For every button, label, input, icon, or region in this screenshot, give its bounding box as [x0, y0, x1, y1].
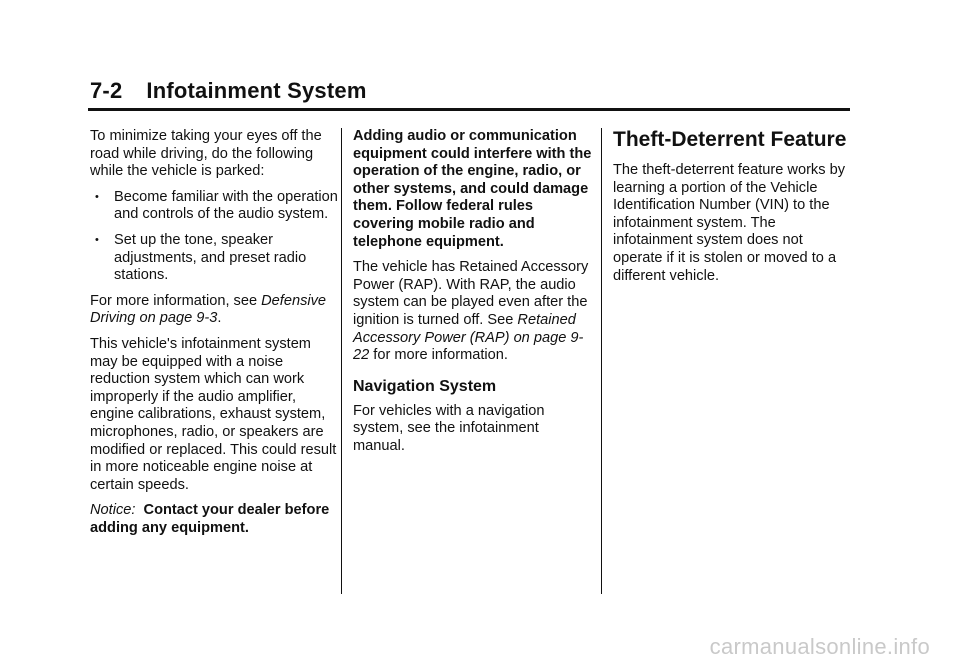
- header-rule: [88, 108, 850, 111]
- rap-text: The vehicle has Retained Accessory Power (RAP). With RAP, the audio system can be played even after the ignition is turned off. See: [353, 259, 589, 328]
- rap-link[interactable]: Retained Accessory Power (RAP) on page 9-22: [353, 311, 584, 364]
- page-title: [88, 78, 850, 104]
- page-number: 7-2: [90, 78, 123, 103]
- list-item: [90, 189, 338, 224]
- warning-paragraph: Adding audio or communication equipment could interfere with the operation of the engine, radio, or other systems, and could damage them. Follow federal rules covering mobile radio and telephone equipment.: [353, 128, 592, 250]
- column-middle: [353, 128, 593, 464]
- page-header: [88, 78, 850, 111]
- theft-deterrent-paragraph: The theft-deterrent feature works by learning a portion of the Vehicle Identification Number (VIN) to the infotainment system. The infotainment system does not operate if it is stolen or moved to a different vehicle.: [613, 162, 845, 284]
- defensive-driving-link[interactable]: Defensive Driving on page 9-3: [90, 292, 327, 327]
- column-divider-2: [601, 128, 602, 594]
- bullet-icon: •: [95, 233, 99, 246]
- intro-paragraph: To minimize taking your eyes off the road while driving, do the following while the vehicle is parked:: [90, 128, 322, 180]
- list-item: [90, 232, 338, 285]
- more-info-paragraph: [90, 293, 338, 328]
- notice-paragraph: [90, 502, 338, 537]
- section-title: Infotainment System: [146, 78, 367, 103]
- rap-suffix: for more information.: [369, 347, 508, 364]
- column-divider-1: [341, 128, 342, 594]
- bullet-list: [90, 189, 338, 285]
- bullet-text: Become familiar with the operation and controls of the audio system.: [114, 188, 338, 223]
- navigation-heading: Navigation System: [353, 377, 497, 395]
- more-info-suffix: .: [217, 310, 222, 327]
- notice-text: Contact your dealer before adding any equipment.: [90, 502, 330, 536]
- theft-deterrent-heading: Theft-Deterrent Feature: [613, 128, 847, 151]
- bullet-icon: •: [95, 190, 99, 203]
- noise-paragraph: This vehicle's infotainment system may be equipped with a noise reduction system which can work improperly if the audio amplifier, engine calibrations, exhaust system, microphones, radio, or speakers are modified or replaced. This could result in more noticeable engine noise at certain speeds.: [90, 335, 337, 493]
- column-left: [90, 128, 338, 545]
- bullet-text: Set up the tone, speaker adjustments, and preset radio stations.: [114, 231, 307, 284]
- rap-paragraph: [353, 259, 593, 365]
- watermark: carmanualsonline.info: [709, 634, 930, 659]
- column-right: [613, 128, 853, 293]
- notice-label: Notice:: [90, 502, 136, 519]
- more-info-prefix: For more information, see: [90, 292, 262, 309]
- navigation-paragraph: For vehicles with a navigation system, see the infotainment manual.: [353, 402, 545, 454]
